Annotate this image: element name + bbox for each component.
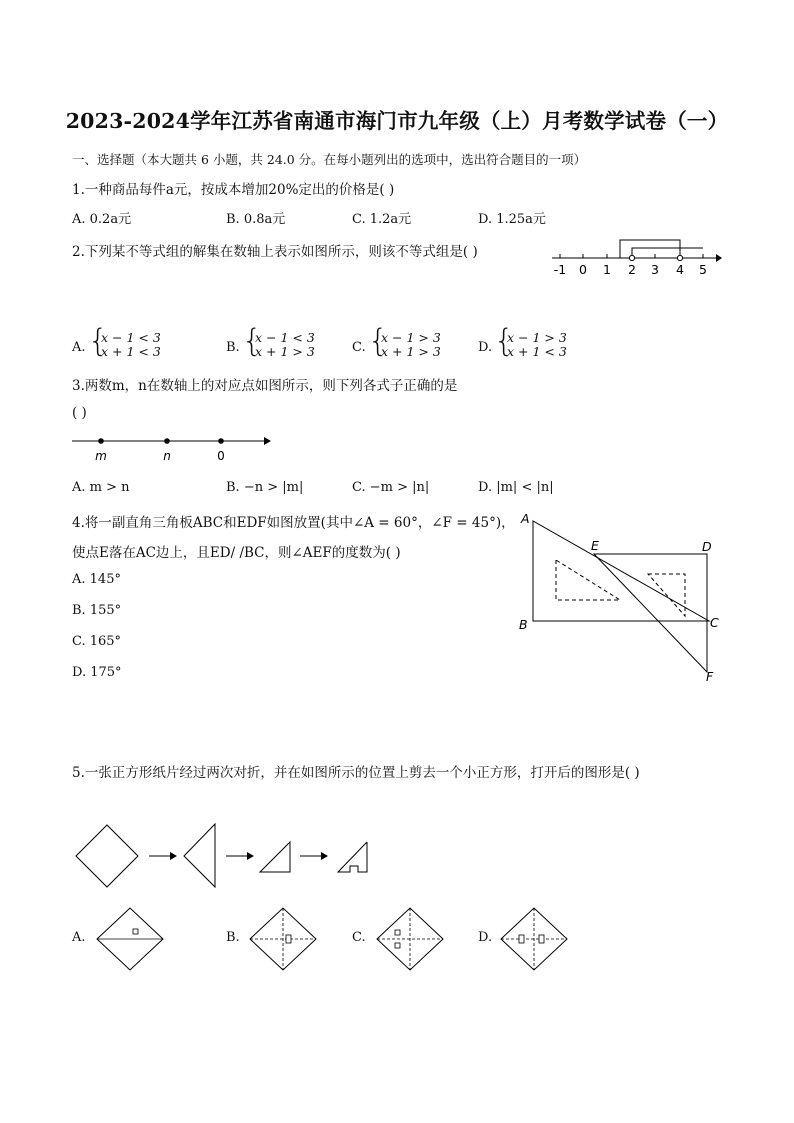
square-paper (76, 825, 138, 887)
q2-option-a-label: A. (72, 340, 86, 355)
q2-bracket-le-4 (620, 240, 680, 258)
q3-point-0 (218, 438, 224, 444)
q2-option-c-line2: x + 1 > 3 (381, 344, 441, 359)
label-A: A (521, 511, 530, 526)
left-brace-icon: { (368, 323, 388, 359)
label-B: B (519, 617, 528, 632)
q1-option-a[interactable]: A. 0.2a元 (72, 212, 132, 227)
q3-option-a[interactable]: A. m > n (72, 480, 130, 495)
triangle-abc (533, 521, 709, 621)
q5-option-d-figure[interactable] (497, 906, 571, 972)
q5-option-b-figure[interactable] (246, 906, 320, 972)
label-F: F (706, 669, 714, 684)
question-3-stem: 3.两数m，n在数轴上的对应点如图所示，则下列各式子正确的是 (72, 378, 458, 394)
q4-option-b[interactable]: B. 155° (72, 603, 122, 618)
q2-tick-label: 5 (699, 262, 707, 277)
q2-option-b-line2: x + 1 > 3 (255, 344, 315, 359)
q2-option-a-line2: x + 1 < 3 (101, 344, 161, 359)
q5-option-b-label[interactable]: B. (226, 930, 240, 945)
q2-option-d-line1: x − 1 > 3 (507, 330, 567, 345)
arrow-head-icon (321, 852, 328, 860)
cut-square-icon (395, 930, 400, 935)
q2-option-b[interactable] (226, 323, 346, 362)
arrow-head-icon (247, 852, 254, 860)
q2-option-d[interactable] (478, 323, 598, 362)
q2-open-point-2 (629, 255, 634, 260)
q4-option-d[interactable]: D. 175° (72, 665, 122, 680)
q3-point-n (164, 438, 170, 444)
cut-rect-icon (286, 935, 291, 943)
dashed-inner-triangle-edf (648, 574, 685, 616)
left-brace-icon: { (494, 323, 514, 359)
q4-triangle-figure (512, 508, 724, 686)
page-title: 2023-2024学年江苏省南通市海门市九年级（上）月考数学试卷（一） (65, 109, 729, 133)
q2-open-point-4 (677, 255, 682, 260)
q3-number-line-figure (70, 430, 274, 466)
q3-label-m: m (95, 449, 107, 463)
label-E: E (591, 538, 599, 553)
q1-option-d[interactable]: D. 1.25a元 (478, 212, 546, 227)
half-folded-triangle (184, 824, 215, 887)
section-heading: 一、选择题（本大题共 6 小题，共 24.0 分。在每小题列出的选项中，选出符合题目的一项） (72, 152, 587, 167)
q3-axis-arrow (264, 437, 271, 445)
q2-option-c-label: C. (352, 340, 366, 355)
q5-option-c-figure[interactable] (373, 906, 447, 972)
q2-axis-arrow (716, 254, 722, 262)
cut-rect-icon (539, 935, 544, 943)
q4-option-c[interactable]: C. 165° (72, 634, 122, 649)
left-brace-icon: { (242, 323, 262, 359)
question-2-stem: 2.下列某不等式组的解集在数轴上表示如图所示，则该不等式组是( ) (72, 244, 478, 260)
q3-option-b[interactable]: B. −n > |m| (226, 480, 304, 495)
arrow-head-icon (170, 852, 177, 860)
q2-option-a-line1: x − 1 < 3 (101, 330, 161, 345)
q5-option-a-figure[interactable] (93, 906, 167, 972)
cut-square-icon (395, 943, 400, 948)
q1-option-c[interactable]: C. 1.2a元 (352, 212, 412, 227)
q2-tick-label: -1 (553, 262, 567, 277)
cut-rect-icon (519, 935, 524, 943)
q2-tick-label: 1 (603, 262, 611, 277)
quarter-folded-triangle (260, 842, 290, 872)
cut-triangle (338, 842, 367, 872)
q2-option-c[interactable] (352, 323, 472, 362)
question-5-stem: 5.一张正方形纸片经过两次对折，并在如图所示的位置上剪去一个小正方形，打开后的图形是( ) (72, 765, 640, 781)
q3-label-0: 0 (217, 449, 225, 463)
label-C: C (710, 615, 719, 630)
q2-tick-label: 0 (579, 262, 587, 277)
left-brace-icon: { (88, 323, 108, 359)
label-D: D (702, 539, 712, 554)
question-4-stem-line1: 4.将一副直角三角板ABC和EDF如图放置(其中∠A = 60°，∠F = 45°)， (72, 515, 515, 531)
q3-point-m (98, 438, 104, 444)
q5-option-a-label[interactable]: A. (72, 930, 86, 945)
q2-option-a[interactable] (72, 323, 192, 362)
q2-option-c-line1: x − 1 > 3 (381, 330, 441, 345)
q3-option-c[interactable]: C. −m > |n| (352, 480, 430, 495)
q2-option-d-label: D. (478, 340, 493, 355)
q1-option-b[interactable]: B. 0.8a元 (226, 212, 286, 227)
q2-bracket-ge-2 (632, 248, 703, 258)
q5-folding-process-figure (72, 820, 392, 892)
question-3-paren: ( ) (72, 405, 87, 421)
dashed-inner-triangle-abc (556, 560, 620, 600)
q2-tick-label: 2 (628, 262, 636, 277)
q2-number-line-figure (548, 234, 723, 278)
q5-option-d-label[interactable]: D. (478, 930, 493, 945)
triangle-edf (594, 554, 707, 672)
q3-option-d[interactable]: D. |m| < |n| (478, 480, 554, 495)
q5-option-c-label[interactable]: C. (352, 930, 366, 945)
q3-label-n: n (163, 449, 171, 463)
q2-tick-label: 3 (651, 262, 659, 277)
cut-square-icon (133, 929, 138, 934)
q4-option-a[interactable]: A. 145° (72, 572, 121, 587)
q2-option-b-line1: x − 1 < 3 (255, 330, 315, 345)
question-1-stem: 1.一种商品每件a元，按成本增加20%定出的价格是( ) (72, 182, 395, 198)
q2-option-b-label: B. (226, 340, 240, 355)
q2-tick-label: 4 (676, 262, 684, 277)
q2-option-d-line2: x + 1 < 3 (507, 344, 567, 359)
question-4-stem-line2: 使点E落在AC边上，且ED/ /BC，则∠AEF的度数为( ) (72, 545, 401, 561)
